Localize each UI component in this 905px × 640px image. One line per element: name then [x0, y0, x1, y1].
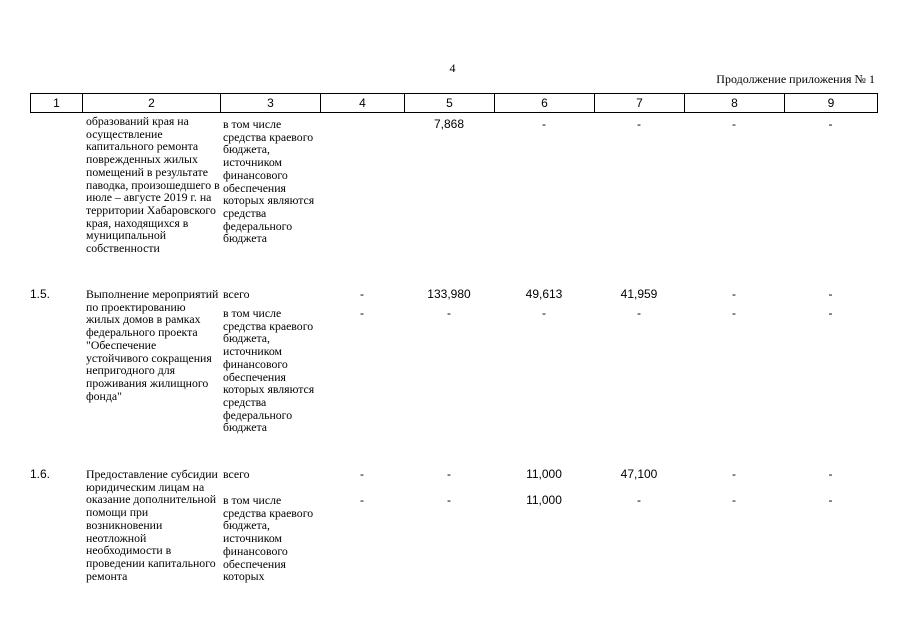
- column-header-5: 5: [405, 94, 495, 113]
- column-header-8: 8: [685, 94, 785, 113]
- value-col-7: 41,959: [620, 287, 658, 301]
- row-number: 1.6.: [30, 467, 51, 481]
- value-col-6: 11,000: [526, 493, 562, 507]
- value-col-6: -: [542, 306, 546, 320]
- value-col-6: -: [542, 117, 546, 131]
- value-col-5: 133,980: [427, 287, 471, 301]
- row-name: образований края на осуществление капитального ремонта поврежденных жилых помещений в результате паводка, произошедшего в июле – августе 2019 г. на территории Хабаровского края, находящихся в муниципальной собственности: [86, 114, 220, 256]
- column-header-2: 2: [83, 94, 221, 113]
- row-source: всего: [223, 287, 250, 301]
- value-col-9: -: [828, 493, 833, 507]
- value-col-9: -: [828, 306, 833, 320]
- value-col-5: -: [447, 493, 451, 507]
- value-col-7: -: [637, 306, 641, 320]
- continuation-label: Продолжение приложения № 1: [716, 72, 875, 86]
- value-col-8: -: [732, 467, 736, 481]
- column-header-9: 9: [785, 94, 878, 113]
- value-col-8: -: [732, 287, 736, 301]
- column-header-4: 4: [321, 94, 405, 113]
- column-header-6: 6: [495, 94, 595, 113]
- row-name: Предоставление субсидии юридическим лицам на оказание дополнительной помощи при возникновении неотложной необходимости в проведении капитального ремонта: [86, 467, 218, 583]
- value-col-5: -: [447, 306, 451, 320]
- row-name: Выполнение мероприятий по проектированию жилых домов в рамках федерального проекта "Обеспечение устойчивого сокращения непригодного для проживания жилищного фонда": [86, 287, 219, 403]
- value-col-6: 49,613: [525, 287, 563, 301]
- row-source: в том числе средства краевого бюджета, источником финансового обеспечения которых являются средства федерального бюджета: [223, 306, 315, 435]
- row-source: всего: [223, 467, 250, 481]
- value-col-4: -: [360, 306, 364, 320]
- value-col-4: -: [360, 493, 364, 507]
- value-col-7: -: [637, 117, 641, 131]
- value-col-5: 7,868: [433, 117, 465, 131]
- value-col-7: 47,100: [620, 467, 658, 481]
- column-header-7: 7: [595, 94, 685, 113]
- row-number: 1.5.: [30, 287, 51, 301]
- value-col-8: -: [732, 117, 736, 131]
- value-col-5: -: [447, 467, 451, 481]
- row-source: в том числе средства краевого бюджета, источником финансового обеспечения которых являются средства федерального бюджета: [223, 117, 315, 246]
- value-col-9: -: [828, 467, 833, 481]
- column-header-1: 1: [31, 94, 83, 113]
- value-col-9: -: [828, 117, 833, 131]
- value-col-8: -: [732, 306, 736, 320]
- column-header-row: [30, 93, 878, 113]
- row-source: в том числе средства краевого бюджета, источником финансового обеспечения которых: [223, 493, 314, 584]
- value-col-9: -: [828, 287, 833, 301]
- page-number: 4: [449, 61, 456, 75]
- value-col-4: -: [360, 467, 364, 481]
- value-col-7: -: [637, 493, 641, 507]
- value-col-6: 11,000: [526, 467, 562, 481]
- value-col-8: -: [732, 493, 736, 507]
- column-header-3: 3: [221, 94, 321, 113]
- value-col-4: -: [360, 287, 364, 301]
